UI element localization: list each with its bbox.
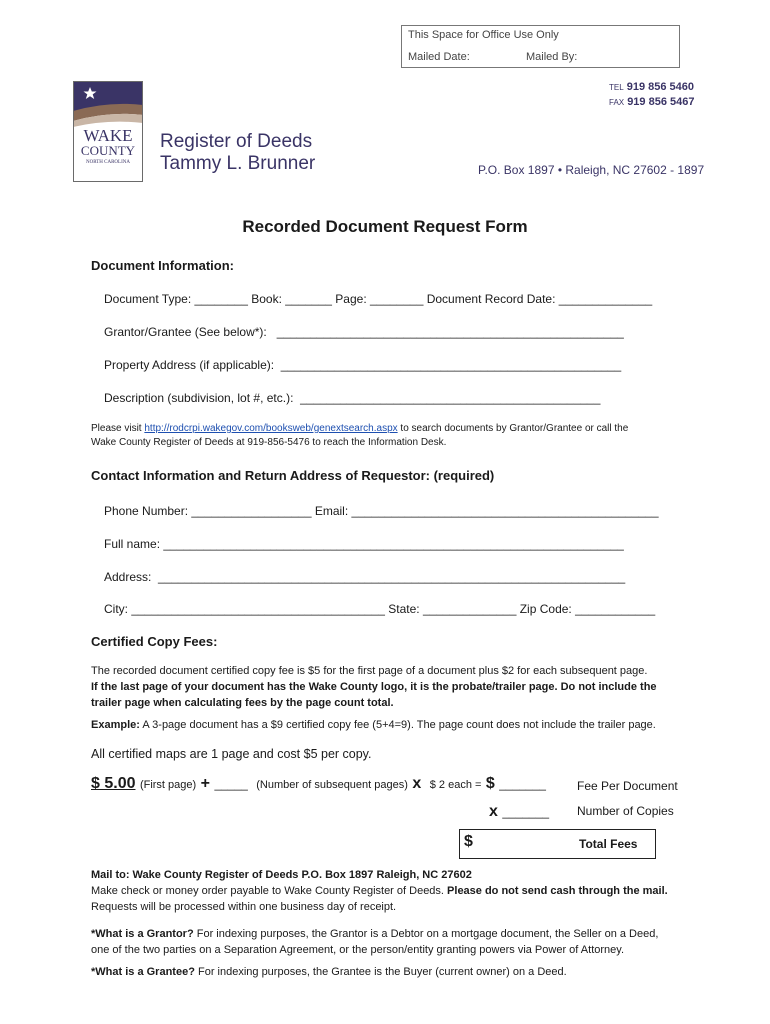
fee-per-doc-blank[interactable]: _______ xyxy=(499,777,546,791)
phone-block xyxy=(609,80,694,110)
grantor-definition xyxy=(91,926,761,958)
tel-number: 919 856 5460 xyxy=(626,81,695,93)
office-use-box xyxy=(401,25,680,68)
fee-calc-row xyxy=(91,775,546,793)
subsequent-pages-blank[interactable]: _____ xyxy=(214,777,248,791)
processing-note: Requests will be processed within one business day of receipt. xyxy=(91,901,397,913)
grantee-definition xyxy=(91,964,761,980)
total-fees-label: Total Fees xyxy=(579,837,638,851)
wake-county-logo xyxy=(73,81,143,182)
maps-note: All certified maps are 1 page and cost $5 per copy. xyxy=(91,747,372,761)
city-state-zip-line[interactable]: City: ______________________________________ State: ______________ Zip Code: ____________ xyxy=(104,602,656,616)
first-page-label: (First page) xyxy=(139,779,197,791)
copies-row xyxy=(489,803,549,821)
example-label: Example: xyxy=(91,719,140,731)
note-post: to search documents by Grantor/Grantee or call the xyxy=(397,423,629,434)
logo-county: COUNTY xyxy=(80,143,136,158)
copies-blank[interactable]: _______ xyxy=(502,805,550,819)
phone-email-line[interactable]: Phone Number: __________________ Email: ______________________________________________ xyxy=(104,504,659,518)
tel-label: TEL xyxy=(609,83,624,92)
note-pre: Please visit xyxy=(91,423,145,434)
mailing-address: P.O. Box 1897 • Raleigh, NC 27602 - 1897 xyxy=(478,163,705,177)
mail-block xyxy=(91,867,751,915)
grantee-text: For indexing purposes, the Grantee is the Buyer (current owner) on a Deed. xyxy=(194,966,567,978)
register-heading xyxy=(160,131,315,175)
office-name: Register of Deeds xyxy=(160,131,313,152)
fees-p2a: If the last page of your document has the Wake County logo, it is the probate/trailer page. Do not include the xyxy=(91,681,657,693)
fee-per-doc-label: Fee Per Document xyxy=(577,779,678,793)
search-link[interactable]: http://rodcrpi.wakegov.com/booksweb/genextsearch.aspx xyxy=(144,423,398,434)
property-address-line[interactable]: Property Address (if applicable): ___________________________________________________ xyxy=(104,358,622,372)
grantor-grantee-line[interactable]: Grantor/Grantee (See below*): ____________________________________________________ xyxy=(104,325,624,339)
fees-paragraph xyxy=(91,663,741,711)
doc-info-heading: Document Information: xyxy=(91,258,234,273)
example-text: A 3-page document has a $9 certified copy fee (5+4=9). The page count does not include the trailer page. xyxy=(139,719,656,731)
first-page-amount: $ 5.00 xyxy=(91,775,136,792)
search-note xyxy=(91,422,731,450)
total-dollar: $ xyxy=(464,833,473,850)
fees-p1: The recorded document certified copy fee is $5 for the first page of a document plus $2 for each subsequent page. xyxy=(91,665,648,677)
logo-wake: WAKE xyxy=(83,126,133,145)
grantor-text: For indexing purposes, the Grantor is a Debtor on a mortgage document, the Seller on a Deed, xyxy=(193,928,659,940)
fees-p2b: trailer page when calculating fees by the page count total. xyxy=(91,697,394,709)
no-cash-note: Please do not send cash through the mail. xyxy=(447,885,668,897)
contact-heading: Contact Information and Return Address of Requestor: (required) xyxy=(91,468,495,483)
grantor-text2: one of the two parties on a Separation Agreement, or the person/entity granting powers via Power of Attorney. xyxy=(91,944,625,956)
note-line2: Wake County Register of Deeds at 919-856-5476 to reach the Information Desk. xyxy=(91,437,447,448)
times-sign: x xyxy=(412,775,422,792)
mailed-by-label: Mailed By: xyxy=(526,51,578,63)
fax-label: FAX xyxy=(609,98,625,107)
fax-number: 919 856 5467 xyxy=(627,96,695,108)
dollar-sign: $ xyxy=(485,775,495,792)
copies-times-sign: x xyxy=(489,803,498,820)
grantee-label: *What is a Grantee? xyxy=(91,966,195,978)
address-line[interactable]: Address: ______________________________________________________________________ xyxy=(104,570,626,584)
full-name-line[interactable]: Full name: _____________________________________________________________________ xyxy=(104,537,624,551)
payable-note: Make check or money order payable to Wake County Register of Deeds. xyxy=(91,885,448,897)
fees-heading: Certified Copy Fees: xyxy=(91,634,218,649)
plus-sign: + xyxy=(200,775,210,792)
total-fees-box[interactable] xyxy=(459,829,656,859)
description-line[interactable]: Description (subdivision, lot #, etc.): _____________________________________________ xyxy=(104,391,601,405)
each-label: $ 2 each = xyxy=(429,779,482,791)
copies-label: Number of Copies xyxy=(577,804,674,818)
office-use-title: This Space for Office Use Only xyxy=(408,29,559,41)
register-name: Tammy L. Brunner xyxy=(160,153,316,174)
fee-example xyxy=(91,717,751,733)
mailed-date-label: Mailed Date: xyxy=(408,51,470,63)
mail-to: Mail to: Wake County Register of Deeds P.O. Box 1897 Raleigh, NC 27602 xyxy=(91,869,472,881)
grantor-label: *What is a Grantor? xyxy=(91,928,194,940)
logo-state: NORTH CAROLINA xyxy=(85,160,130,165)
form-title: Recorded Document Request Form xyxy=(242,217,528,236)
doc-type-line[interactable]: Document Type: ________ Book: _______ Page: ________ Document Record Date: ______________ xyxy=(104,292,653,306)
subsequent-pages-label: (Number of subsequent pages) xyxy=(256,779,408,791)
